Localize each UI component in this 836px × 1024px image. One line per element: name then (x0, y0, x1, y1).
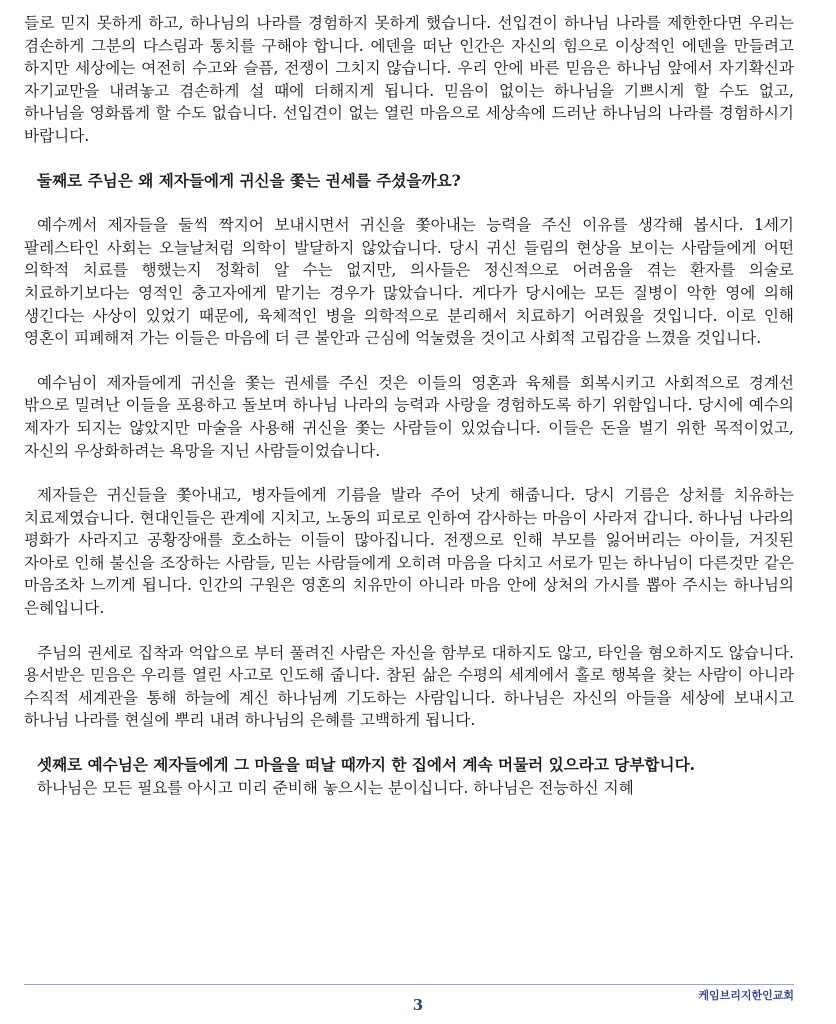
body-paragraph: 예수님이 제자들에게 귀신을 쫓는 권세를 주신 것은 이들의 영혼과 육체를 회복시키고 사회적으로 경계선 밖으로 밀려난 이들을 포용하고 돌보며 하나님 나라의 능력과 사랑을 경험하도록 하기 위함입니다. 당시에 예수의 제자가 되지는 않았지만 마술을 사용해 귀신을 쫓는 사람들이 있었습니다. 이들은 돈을 벌기 위한 목적이었고, 자신의 우상화하려는 욕망을 지닌 사람들이었습니다. (24, 373, 794, 460)
section-heading-third: 셋째로 예수님은 제자들에게 그 마을을 떠날 때까지 한 집에서 계속 머물러 있으라고 당부합니다. (37, 755, 696, 775)
church-name: 케임브리지한인교회 (698, 989, 794, 1002)
paragraph-spacer (24, 620, 794, 642)
paragraph-spacer (24, 732, 794, 754)
body-paragraph: 예수께서 제자들을 둘씩 짝지어 보내시면서 귀신을 쫓아내는 능력을 주신 이유를 생각해 봅시다. 1세기 팔레스타인 사회는 오늘날처럼 의학이 발달하지 않았습니다. 당시 귀신 들림의 현상을 보이는 사람들에게 어떤 의학적 치료를 행했는지 정확히 알 수는 없지만, 의사들은 정신적으로 어려움을 겪는 환자를 의술로 치료하기보다는 영적인 충고자에게 맡기는 경우가 많았습니다. 게다가 당시에는 모든 질병이 악한 영에 의해 생긴다는 사상이 있었기 때문에, 육체적인 병을 의학적으로 분리해서 치료하기 어려웠을 것입니다. 이로 인해 영혼이 피폐해져 가는 이들은 마음에 더 큰 불안과 근심에 억눌렸을 것이고 사회적 고립감을 느꼈을 것입니다. (24, 216, 794, 348)
body-paragraph: 주님의 권세로 집착과 억압으로 부터 풀려진 사람은 자신을 함부로 대하지도 않고, 타인을 혐오하지도 않습니다. 용서받은 믿음은 우리를 열린 사고로 인도해 줍니다. 참된 삶은 수평의 세계에서 홀로 행복을 찾는 사람이 아니라 수직적 세계관을 통해 하늘에 계신 하나님께 기도하는 사람입니다. 하나님은 자신의 아들을 세상에 보내시고 하나님 나라를 현실에 뿌리 내려 하나님의 은혜를 고백하게 됩니다. (24, 643, 794, 730)
footer-divider (24, 984, 794, 985)
paragraph-spacer (24, 462, 794, 484)
body-paragraph: 제자들은 귀신들을 쫓아내고, 병자들에게 기름을 발라 주어 낫게 해줍니다. 당시 기름은 상처를 치유하는 치료제였습니다. 현대인들은 관계에 지치고, 노동의 피로로 인하여 감사하는 마음이 사라져 갑니다. 하나님 나라의 평화가 사라지고 공황장애를 호소하는 이들이 많아집니다. 전쟁으로 인해 부모를 잃어버리는 아이들, 거짓된 자아로 인해 불신을 조장하는 사람들, 믿는 사람들에게 오히려 마음을 다치고 서로가 믿는 하나님이 다른것만 같은 마음조차 느끼게 됩니다. 인간의 구원은 영혼의 치유만이 아니라 마음 안에 상처의 가시를 뽑아 주시는 하나님의 은혜입니다. (24, 486, 794, 618)
body-paragraph: 하나님은 모든 필요를 아시고 미리 준비해 놓으시는 분이십니다. 하나님은 전능하신 지혜 (37, 778, 634, 797)
paragraph-spacer (24, 350, 794, 372)
document-body (24, 12, 794, 799)
section-heading-second: 둘째로 주님은 왜 제자들에게 귀신을 쫓는 권세를 주셨을까요? (37, 170, 461, 190)
page-number: 3 (412, 996, 424, 1014)
paragraph-spacer (24, 148, 794, 170)
intro-paragraph: 들로 믿지 못하게 하고, 하나님의 나라를 경험하지 못하게 했습니다. 선입견이 하나님 나라를 제한한다면 우리는 겸손하게 그분의 다스림과 통치를 구해야 합니다. 에덴을 떠난 인간은 자신의 힘으로 이상적인 에덴을 만들려고 하지만 세상에는 여전히 수고와 슬픔, 전쟁이 그치지 않습니다. 우리 안에 바른 믿음은 하나님 앞에서 자기확신과 자기교만을 내려놓고 겸손하게 설 때에 더해지게 됩니다. 믿음이 없이는 하나님을 기쁘시게 할 수도 없고, 하나님을 영화롭게 할 수도 없습니다. 선입견이 없는 열린 마음으로 세상속에 드러난 하나님의 나라를 경험하시기 바랍니다. (24, 14, 794, 145)
paragraph-spacer (24, 192, 794, 214)
